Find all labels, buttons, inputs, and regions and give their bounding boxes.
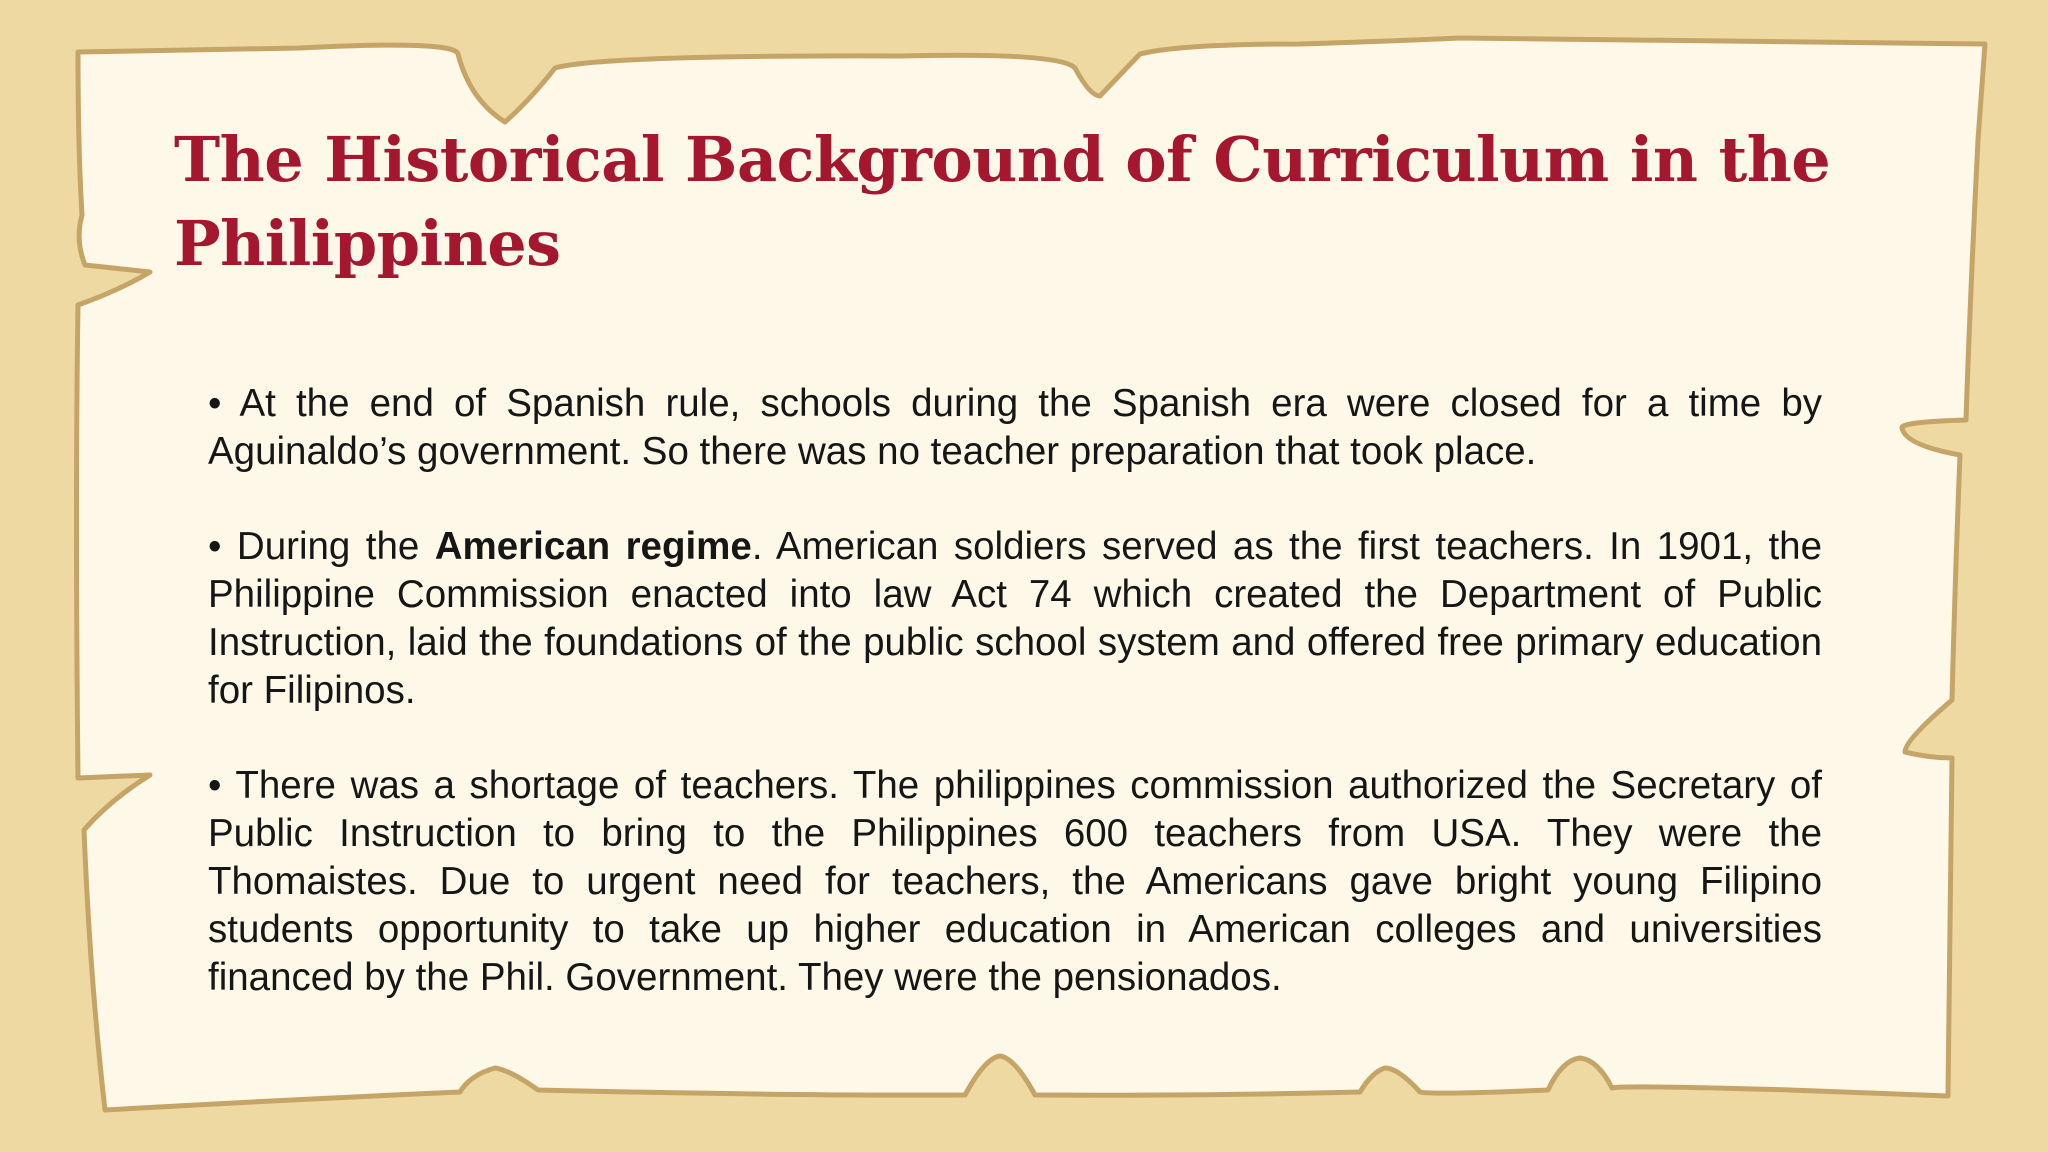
bullet-marker: • xyxy=(208,525,222,568)
bullet-teacher-shortage xyxy=(208,762,1822,1002)
bullet-american-regime xyxy=(208,523,1822,715)
bullet-list xyxy=(208,380,1822,1049)
bullet-marker: • xyxy=(208,764,222,807)
slide-title: The Historical Background of Curriculum in the Philippines xyxy=(174,123,1831,280)
bullet-text: There was a shortage of teachers. The philippines commission authorized the Secretary of Public Instruction to bring to the Philippines 600 teachers from USA. They were the Thomaistes. Due to urgent need for teachers, the Americans gave bright young Filipino students opportunity to take up higher education in American colleges and universities financed by the Phil. Government. They were the pensionados. xyxy=(208,764,1822,999)
bullet-text: During the xyxy=(221,525,435,568)
bullet-marker: • xyxy=(208,382,222,425)
bullet-text: At the end of Spanish rule, schools during the Spanish era were closed for a time by Aguinaldo’s government. So there was no teacher preparation that took place. xyxy=(208,382,1822,473)
bullet-emphasis: American regime xyxy=(434,525,752,568)
bullet-spanish-rule xyxy=(208,380,1822,476)
bullet-text: . American soldiers served as the first teachers. In 1901, the Philippine Commission enacted into law Act 74 which created the Department of Public Instruction, laid the foundations of the public school system and offered free primary education for Filipinos. xyxy=(208,525,1822,712)
